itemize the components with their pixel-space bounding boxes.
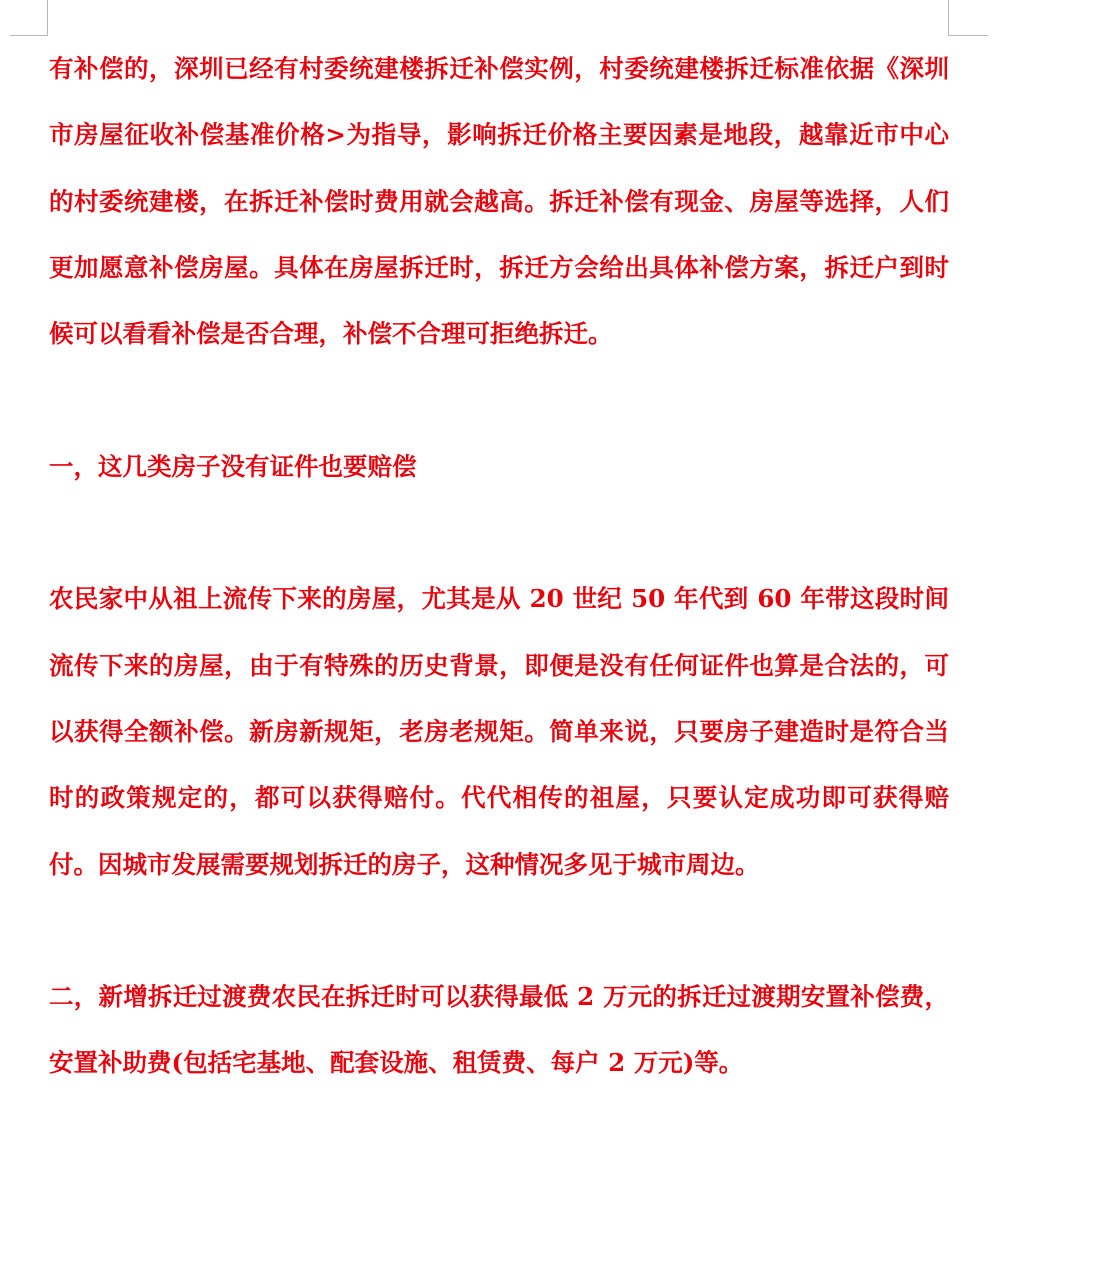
paragraph-compensation-intro: 有补偿的，深圳已经有村委统建楼拆迁补偿实例，村委统建楼拆迁标准依据《深圳市房屋征收补偿基准价格>为指导，影响拆迁价格主要因素是地段，越靠近市中心的村委统建楼，在拆迁补偿时费用就会越高。拆迁补偿有现金、房屋等选择，人们更加愿意补偿房屋。具体在房屋拆迁时，拆迁方会给出具体补偿方案，拆迁户到时候可以看看补偿是否合理，补偿不合理可拒绝拆迁。 [49, 54, 949, 349]
crop-mark-top-right [948, 0, 949, 36]
paragraph-ancestral-houses: 农民家中从祖上流传下来的房屋，尤其是从 20 世纪 50 年代到 60 年带这段时间流传下来的房屋，由于有特殊的历史背景，即便是没有任何证件也算是合法的，可以获得全额补偿。新房新规矩，老房老规矩。简单来说，只要房子建造时是符合当时的政策规定的，都可以获得赔付。代代相传的祖屋，只要认定成功即可获得赔付。因城市发展需要规划拆迁的房子，这种情况多见于城市周边。 [49, 584, 949, 879]
crop-mark-top-left [10, 35, 48, 36]
section-heading-one: 一，这几类房子没有证件也要赔偿 [49, 451, 417, 481]
paragraph-gap [49, 500, 949, 566]
crop-mark-top-right [948, 35, 988, 36]
crop-mark-top-left [47, 0, 48, 36]
paragraph-gap [49, 898, 949, 964]
paragraph-gap [49, 367, 949, 433]
paragraph-transition-fee: 二，新增拆迁过渡费农民在拆迁时可以获得最低 2 万元的拆迁过渡期安置补偿费，安置补助费(包括宅基地、配套设施、租赁费、每户 2 万元)等。 [49, 982, 949, 1078]
document-body [49, 36, 949, 1097]
